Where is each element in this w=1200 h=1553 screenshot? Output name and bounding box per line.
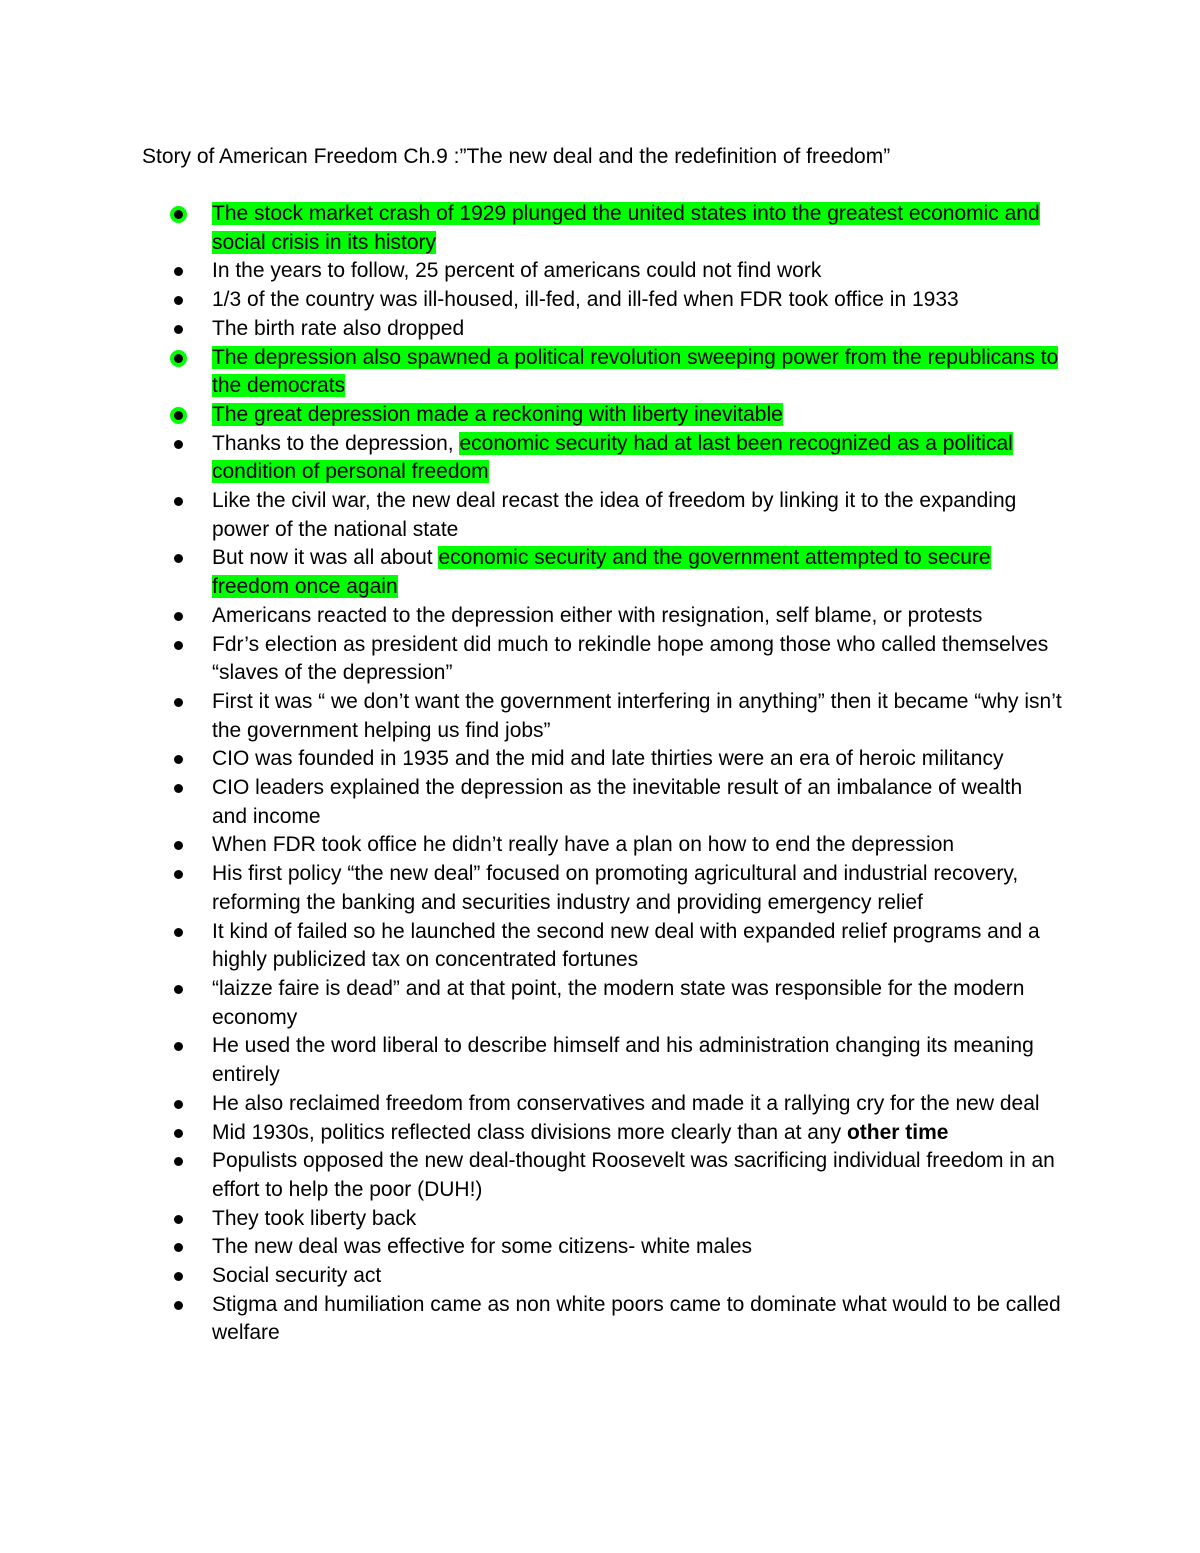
bullet-dot-icon [174, 928, 183, 937]
bullet-dot-icon [174, 1243, 183, 1252]
bullet-item [172, 1291, 1062, 1348]
bullet-text: Americans reacted to the depression either with resignation, self blame, or protests [212, 603, 983, 627]
bullet-item [172, 745, 1062, 774]
bullet-text: Like the civil war, the new deal recast the idea of freedom by linking it to the expanding power of the national state [212, 489, 1017, 541]
bullet-text: CIO leaders explained the depression as the inevitable result of an imbalance of wealth and income [212, 776, 1023, 828]
bullet-dot-icon [174, 296, 183, 305]
highlighted-text: The great depression made a reckoning with liberty inevitable [212, 402, 783, 426]
bullet-dot-icon [174, 440, 183, 449]
bullet-text: Stigma and humiliation came as non white poors came to dominate what would to be called welfare [212, 1292, 1061, 1345]
bullet-text: Thanks to the depression, [212, 431, 460, 455]
bullet-dot-icon [174, 841, 183, 850]
bullet-dot-icon [174, 1100, 183, 1109]
bullet-dot-icon [174, 210, 183, 219]
bullet-text: They took liberty back [212, 1206, 417, 1230]
bullet-text: The new deal was effective for some citizens- white males [212, 1235, 753, 1259]
bullet-text: In the years to follow, 25 percent of americans could not find work [212, 259, 822, 283]
bullet-item [172, 257, 1062, 286]
bullet-item [172, 1262, 1062, 1291]
bullet-dot-icon [174, 497, 183, 506]
bullet-text: Fdr’s election as president did much to rekindle hope among those who called themselves “slaves of the depression” [212, 632, 1049, 685]
bullet-dot-icon [174, 1129, 183, 1138]
bullet-dot-icon [174, 1272, 183, 1281]
bullet-dot-icon [174, 325, 183, 334]
bullet-dot-icon [174, 1301, 183, 1310]
bullet-item [172, 1147, 1062, 1204]
bullet-item [172, 344, 1062, 401]
bold-text: other time [846, 1120, 949, 1144]
bullet-dot-icon [174, 354, 183, 363]
bullet-dot-icon [174, 267, 183, 276]
bullet-dot-icon [174, 411, 183, 420]
bullet-item [172, 401, 1062, 430]
bullet-dot-icon [174, 870, 183, 879]
bullet-item [172, 1032, 1062, 1089]
bullet-dot-icon [174, 1215, 183, 1224]
bullet-text: 1/3 of the country was ill-housed, ill-fed, and ill-fed when FDR took office in 1933 [212, 288, 959, 312]
bullet-item [172, 831, 1062, 860]
bullet-dot-icon [174, 641, 183, 650]
highlighted-text: economic security had at last been recognized as a political condition of personal freedom [212, 431, 1013, 484]
bullet-item [172, 544, 1062, 601]
bullet-text: “laizze faire is dead” and at that point, the modern state was responsible for the modern economy [212, 976, 1025, 1029]
bullet-text: He used the word liberal to describe himself and his administration changing its meaning entirely [212, 1034, 1034, 1087]
bullet-item [172, 315, 1062, 344]
bullet-item [172, 430, 1062, 487]
bullet-item [172, 1090, 1062, 1119]
bullet-item [172, 286, 1062, 315]
bullet-item [172, 688, 1062, 745]
bullet-item [172, 774, 1062, 831]
bullet-item [172, 1233, 1062, 1262]
bullet-dot-icon [174, 1157, 183, 1166]
bullet-text: Social security act [212, 1264, 382, 1288]
bullet-text: CIO was founded in 1935 and the mid and late thirties were an era of heroic militancy [212, 747, 1004, 771]
bullet-item [172, 860, 1062, 917]
bullet-dot-icon [174, 612, 183, 621]
bullet-dot-icon [174, 554, 183, 563]
bullet-text: Populists opposed the new deal-thought Roosevelt was sacrificing individual freedom in an effort to help the poor (DUH!) [212, 1149, 1055, 1201]
bullet-item [172, 631, 1062, 688]
bullet-item [172, 1205, 1062, 1234]
document-title: Story of American Freedom Ch.9 :”The new deal and the redefinition of freedom” [142, 145, 891, 168]
highlighted-text: The stock market crash of 1929 plunged the united states into the greatest economic and social crisis in its history [212, 202, 1040, 254]
bullet-item [172, 1119, 1062, 1148]
bullet-text: When FDR took office he didn’t really have a plan on how to end the depression [212, 833, 955, 857]
bullet-item [172, 602, 1062, 631]
bullet-dot-icon [174, 755, 183, 764]
bullet-item [172, 975, 1062, 1032]
bullet-text: First it was “ we don’t want the government interfering in anything” then it became “why isn’t the government helping us find jobs” [212, 689, 1062, 742]
highlighted-text: The depression also spawned a political revolution sweeping power from the republicans to the democrats [212, 345, 1059, 398]
bullet-text: But now it was all about [212, 546, 439, 570]
bullet-list [172, 200, 1062, 1348]
bullet-text: The birth rate also dropped [212, 316, 465, 340]
bullet-item [172, 200, 1062, 257]
bullet-item [172, 487, 1062, 544]
bullet-item [172, 918, 1062, 975]
bullet-text: Mid 1930s, politics reflected class divisions more clearly than at any [212, 1120, 847, 1144]
bullet-dot-icon [174, 784, 183, 793]
bullet-text: He also reclaimed freedom from conservatives and made it a rallying cry for the new deal [212, 1091, 1040, 1115]
highlighted-text: economic security and the government attempted to secure freedom once again [212, 546, 991, 599]
bullet-dot-icon [174, 1042, 183, 1051]
bullet-text: It kind of failed so he launched the second new deal with expanded relief programs and a highly publicized tax on concentrated fortunes [212, 919, 1040, 972]
bullet-dot-icon [174, 985, 183, 994]
bullet-dot-icon [174, 698, 183, 707]
bullet-text: His first policy “the new deal” focused on promoting agricultural and industrial recovery, reforming the banking and securities industry and providing emergency relief [212, 862, 1019, 914]
